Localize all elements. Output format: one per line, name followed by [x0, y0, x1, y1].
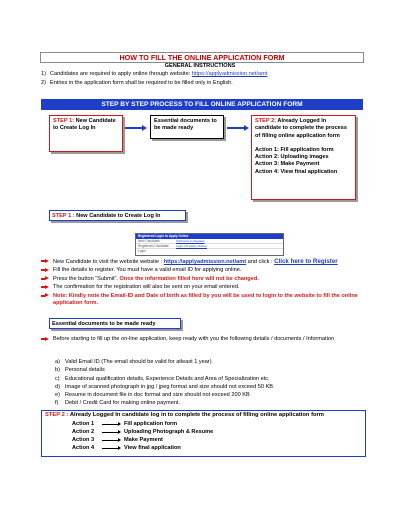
list-item: Before starting to fill up the on-line application, keep ready with you the following details / documents / Information [41, 336, 365, 343]
section1-heading [49, 210, 186, 221]
step2-action [72, 429, 213, 436]
flow-box-documents [150, 115, 224, 139]
arrow-right-icon [102, 440, 118, 441]
arrow-right-icon [102, 432, 118, 433]
section2-heading: Essential documents to be made ready [49, 318, 181, 329]
pointer-arrow-icon [41, 268, 49, 273]
intro-item [41, 80, 361, 89]
intro-num: 1) [41, 71, 46, 77]
list-item: New Candidate to visit the website website : https://applyadmission.net/amt and click : Click here to Register [41, 258, 365, 266]
list-item: Note: Kindly note the Email-ID and Date of birth as filled by you will be used to login to the website to fill the online application form. [41, 293, 365, 308]
action-text: Make Payment [124, 436, 163, 443]
flow-step-label: STEP 2: [255, 118, 277, 124]
step-by-step-banner: STEP BY STEP PROCESS TO FILL ONLINE APPLICATION FORM [41, 99, 363, 110]
document-item: a) Valid Email ID (The email should be valid for atleast 1 year) [55, 359, 212, 365]
flow-step-label: STEP 1: [53, 118, 75, 124]
action-text: Fill application form [124, 420, 178, 427]
document-item: d) Image of scanned photograph in jpg / jpeg format and size should not exceed 50 KB [55, 383, 274, 390]
documents-list [55, 359, 355, 409]
section1-bullets [41, 258, 365, 309]
action-label: Action 1 [72, 420, 95, 427]
flow-action: Action 2: Uploading images [255, 154, 329, 161]
login-panel-screenshot [135, 233, 284, 256]
step2-title: Already Logged In candidate log in to complete the process of filling online application form [69, 412, 324, 418]
section2-intro [41, 336, 365, 344]
login-panel-row [136, 244, 283, 253]
pointer-arrow-icon [41, 276, 49, 281]
document-item: f) Debit / Credit Card for making online payment. [55, 400, 181, 407]
click-here-to-register-link[interactable]: Click here to Register [274, 258, 338, 265]
list-item: The confirmation for the registration will also be sent on your email entered. [41, 284, 365, 291]
section1-step-label: STEP 1 : [52, 213, 75, 219]
pointer-arrow-icon [41, 259, 49, 264]
register-link[interactable]: Click here to Register [176, 239, 205, 243]
flow-action: Action 1: Fill application form [255, 146, 334, 153]
document-item: b) Personal details [55, 367, 105, 374]
action-text: Uploading Photograph & Resume [124, 428, 214, 435]
flow-action: Action 4: View final application [255, 168, 338, 175]
login-panel-label: Registered Candidate Login [138, 244, 169, 253]
document-item: e) Resume in document file in doc format and size should not exceed 200 KB [55, 392, 250, 399]
action-label: Action 3 [72, 436, 95, 443]
list-item: Press the button “Submit”. Once the information filled here will not be changed. [41, 276, 365, 283]
intro-text: Candidates are required to apply online through website: https://applyadmission.net/amt [49, 71, 268, 77]
step2-action [72, 437, 163, 444]
pointer-arrow-icon [41, 337, 49, 342]
intro-item [41, 71, 361, 80]
flow-box-text: New Candidate to Create Log In [53, 118, 116, 132]
pointer-arrow-icon [41, 293, 49, 298]
flow-box-step2 [251, 115, 356, 200]
step2-action [72, 421, 177, 428]
intro-list [41, 71, 361, 88]
intro-num: 2) [41, 79, 46, 86]
flow-box-text: Already Logged In candidate to complete the process of filling online application form [255, 118, 348, 139]
list-item: Fill the details to register. You must have a valid email ID for applying online. [41, 267, 365, 274]
flow-box-text: Essential documents to be made ready [154, 118, 217, 132]
document-item: c) Educational qualification details, Experience Details and Area of Specialization etc. [55, 375, 270, 382]
pointer-arrow-icon [41, 285, 49, 290]
intro-text: Entries in the application form shall be required to be filled only in English. [49, 79, 233, 86]
step2-box [41, 410, 366, 457]
step2-label: STEP 2 : [45, 412, 69, 418]
flow-arrow-icon [227, 125, 249, 131]
action-text: View final application [124, 444, 181, 451]
flow-box-step1 [49, 115, 123, 152]
page-title: HOW TO FILL THE ONLINE APPLICATION FORM [40, 52, 364, 63]
flow-action: Action 3: Make Payment [255, 161, 320, 168]
website-link[interactable]: https://applyadmission.net/amt [191, 71, 268, 77]
login-panel-label: New Candidate [138, 239, 160, 243]
step2-heading [45, 412, 362, 420]
general-instructions-heading: GENERAL INSTRUCTIONS [164, 63, 236, 69]
website-link[interactable]: https://applyadmission.net/amt [163, 259, 247, 265]
section1-title: New Candidate to Create Log In [76, 213, 161, 219]
login-link[interactable]: Login (To Apply Online) [176, 244, 208, 248]
arrow-right-icon [102, 424, 118, 425]
action-label: Action 2 [72, 428, 95, 435]
action-label: Action 4 [72, 444, 95, 451]
flow-arrow-icon [125, 125, 147, 131]
arrow-right-icon [102, 448, 118, 449]
login-panel-header: Registered Login to Apply Online [136, 234, 283, 239]
step2-action [72, 445, 181, 452]
